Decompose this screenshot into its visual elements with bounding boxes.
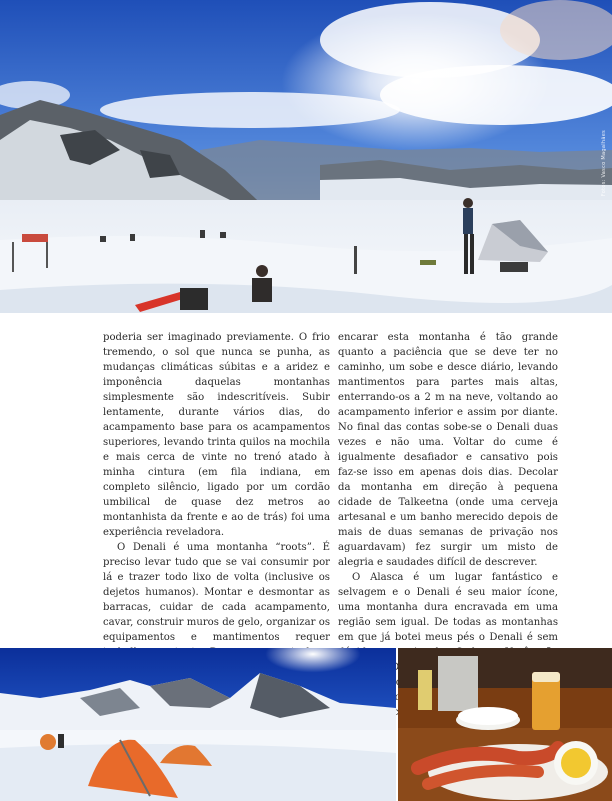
article-paragraph: O Alasca é um lugar fantástico e selvagem e o Denali é seu maior ícone, uma montanha dura encravada em uma região sem igual. De todas as montanhas em que já botei meus pés o Denali é sem <box>338 572 558 643</box>
article-paragraph: poderia ser imaginado previamente. O frio tremendo, o sol que nunca se punha, as mudanças climáticas súbitas e a aridez e imponência daquelas montanhas simplesmente são indescritíveis. Subir lentamente, durante vários dias, do acampamento base para os acampamentos superiores, levando trinta quilos na mochila e mais cerca de vinte no trenó atado à minha cintura (em fila indiana, em completo silêncio, ligado por um cordão umbilical de quase dez metros ao montanhista da frente e ao de trás) foi uma experiência reveladora. <box>103 332 330 538</box>
article-paragraph: encarar esta montanha é tão grande quanto a paciência que se deve ter no caminho, um sobe e desce diário, levando mantimentos para partes mais altas, enterrando-os a 2 m na neve, voltando ao acampamento inferior e assim por diante. No final das contas sobe-se o Denali duas vezes e não uma. Voltar do cume é igualmente desafiador e cansativo pois faz-se isso em apenas dois dias. Decolar da montanha em direção à pequena cidade de Talkeetna (onde uma cerveja artesanal e um banho merecido depois de mais de duas semanas de privação nos aguardavam) fez surgir um misto de alegria e saudades difícil de descrever. <box>338 332 558 568</box>
bottom-left-photo-tents <box>0 648 396 801</box>
top-photo-base-camp <box>0 0 612 313</box>
photo-credit: Fotos: Vasco Magalhães <box>601 130 607 197</box>
bottom-right-photo-dinner <box>398 648 612 801</box>
article-paragraph: O Denali é uma montanha “roots”. É preciso levar tudo que se vai consumir por lá e trazer todo lixo de volta (inclusive os dejetos humanos). Montar e desmontar as barracas, cuidar de cada acampamento, cavar, construir muros de gelo, organizar os equipamentos e mantimentos requer <box>103 542 330 643</box>
top-photo-illustration <box>0 0 612 313</box>
tents-illustration <box>0 648 396 801</box>
dinner-illustration <box>398 648 612 801</box>
